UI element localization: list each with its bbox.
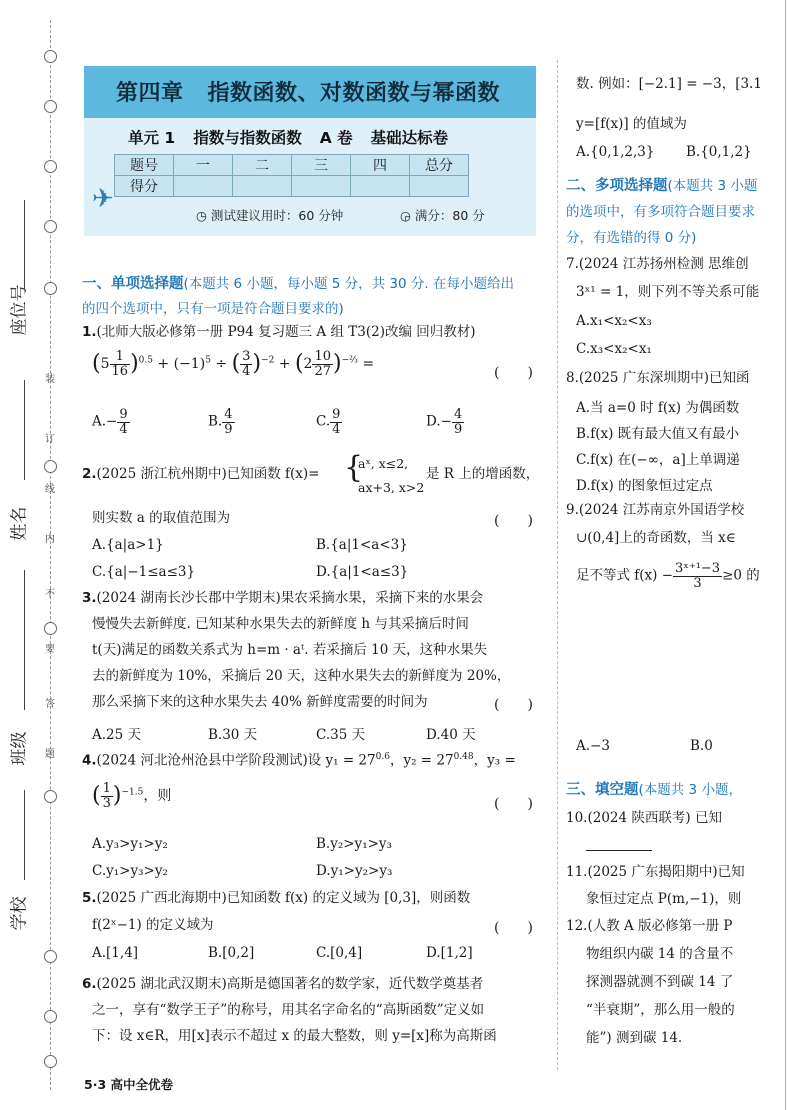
score-cell[interactable] <box>410 176 469 197</box>
binding-hole <box>44 1055 57 1068</box>
time-info <box>196 206 343 224</box>
binding-hole <box>44 790 57 803</box>
time-text: 测试建议用时：60 分钟 <box>210 208 344 223</box>
clock-icon: ◷ <box>196 208 211 223</box>
check-icon: ◶ <box>400 208 415 223</box>
seal-char: 题 <box>45 749 55 760</box>
option-d[interactable]: D.f(x) 的图象恒过定点 <box>576 478 713 494</box>
name-label: 姓名 <box>9 506 30 541</box>
unit-title <box>128 126 466 148</box>
paper-label: A 卷 <box>319 129 353 147</box>
option-label: B. <box>208 413 223 430</box>
chapter-banner <box>84 66 536 236</box>
score-cell[interactable] <box>351 176 410 197</box>
question-text: ，y₂ = 27 <box>389 752 454 769</box>
question-text: (2024 湖南长沙长郡中学期末)果农采摘水果，采摘下来的水果会 <box>96 590 484 606</box>
question-11-line: 象恒过定点 P(m,−1)，则 <box>586 891 742 907</box>
option-b[interactable]: B.30 天 <box>208 727 258 743</box>
option-b[interactable]: B. $\frac{4}{9}$ <box>208 407 233 437</box>
score-cell[interactable] <box>174 176 233 197</box>
question-text: ，则 <box>143 788 172 805</box>
school-underline <box>24 790 25 880</box>
table-cell: 题号 <box>115 155 174 176</box>
score-table-header-row <box>115 155 469 176</box>
option-c[interactable]: C.{a|−1≤a≤3} <box>92 564 196 580</box>
question-text: ≥0 的 <box>722 567 760 584</box>
question-3-line: 去的新鲜度为 10%，采摘后 20 天，这种水果失去的新鲜度为 20%， <box>92 668 511 684</box>
binding-line <box>50 20 51 1090</box>
answer-blank[interactable] <box>586 850 652 851</box>
question-number: 1. <box>82 324 97 340</box>
section-1-desc: 的四个选项中，只有一项是符合题目要求的) <box>82 301 344 317</box>
answer-paren[interactable]: ( ) <box>494 697 533 713</box>
option-a[interactable]: A.25 天 <box>92 727 142 743</box>
binding-hole <box>44 220 57 233</box>
paper-type: 基础达标卷 <box>370 129 449 147</box>
fraction-numerator: 3ˣ⁺¹−3 <box>675 561 721 576</box>
option-a[interactable]: A.−3 <box>576 738 610 754</box>
case-1: aˣ, x≤2, <box>358 456 409 471</box>
question-3-line: 慢慢失去新鲜度. 已知某种水果失去的新鲜度 h 与其采摘后时间 <box>92 616 469 632</box>
question-7-line: 3ˣ¹ = 1，则下列不等关系可能 <box>576 284 760 300</box>
q6-continued: 数. 例如：[−2.1] = −3，[3.1 <box>576 76 762 92</box>
column-separator <box>557 60 558 1070</box>
question-7-line: 7.(2024 江苏扬州检测 思维创 <box>566 256 749 272</box>
binding-hole <box>44 460 57 473</box>
exponent: 0.48 <box>453 752 474 762</box>
score-table-score-row <box>115 176 469 197</box>
question-number: 4. <box>82 752 97 769</box>
binding-hole <box>44 50 57 63</box>
brace: { <box>344 450 364 485</box>
answer-paren[interactable]: ( ) <box>494 365 533 381</box>
option-c[interactable]: C.x₃<x₂<x₁ <box>576 341 652 357</box>
question-11-line: 11.(2025 广东揭阳期中)已知 <box>566 864 745 880</box>
question-9-line: 9.(2024 江苏南京外国语学校 <box>566 502 745 518</box>
option-a[interactable]: A.y₃>y₁>y₂ <box>92 836 168 852</box>
option-d[interactable]: D.{a|1<a≤3} <box>316 564 409 580</box>
fraction-denominator: 3 <box>693 575 702 591</box>
option-label: D.− <box>426 413 452 430</box>
score-cell[interactable] <box>233 176 292 197</box>
section-2-desc: 分，有选错的得 0 分) <box>566 230 697 246</box>
binding-hole <box>44 100 57 113</box>
option-a[interactable]: A.{a|a>1} <box>92 537 164 553</box>
question-6-line <box>82 976 483 992</box>
q6-continued: y=[f(x)] 的值域为 <box>576 116 687 132</box>
binding-hole <box>44 282 57 295</box>
table-cell: 四 <box>351 155 410 176</box>
option-label: C. <box>316 413 331 430</box>
question-5-line: f(2ˣ−1) 的定义域为 <box>92 917 214 933</box>
seal-char: 要 <box>45 644 55 655</box>
question-text: (2025 湖北武汉期末)高斯是德国著名的数学家，近代数学奠基者 <box>96 976 484 992</box>
option-b[interactable]: B.{a|1<a<3} <box>316 537 408 553</box>
option-label: A.− <box>92 413 118 430</box>
section-desc: (本题共 3 小题 <box>667 178 758 194</box>
question-text: (2024 河北沧州沧县中学阶段测试)设 y₁ = 27 <box>96 752 376 769</box>
class-underline <box>24 570 25 710</box>
section-3-heading <box>566 778 742 799</box>
score-text: 满分：80 分 <box>414 208 485 223</box>
section-2-heading <box>566 174 757 195</box>
school-label: 学校 <box>9 896 30 931</box>
question-number: 6. <box>82 976 97 992</box>
question-8-line: 8.(2025 广东深圳期中)已知函 <box>566 370 750 386</box>
score-cell[interactable] <box>292 176 351 197</box>
question-text: 足不等式 f(x) − <box>576 567 674 584</box>
chapter-name: 指数函数、对数函数与幂函数 <box>207 81 501 106</box>
option-c[interactable]: C. $\frac{9}{4}$ <box>316 407 341 437</box>
page-edge <box>785 0 786 1110</box>
option-a[interactable]: A.[1,4] <box>92 945 139 961</box>
footer-brand: 5·3 高中全优卷 <box>84 1077 173 1092</box>
option-a[interactable]: A.− $\frac{9}{4}$ <box>92 407 128 437</box>
question-9-line <box>576 562 760 590</box>
option-c[interactable]: C.[0,4] <box>316 945 363 961</box>
case-2: ax+3, x>2 <box>358 480 425 495</box>
option-d[interactable]: D.y₁>y₂>y₃ <box>316 863 393 879</box>
option-a[interactable]: A.x₁<x₂<x₃ <box>576 313 652 329</box>
option-b[interactable]: B.f(x) 既有最大值又有最小 <box>576 426 740 442</box>
chapter-number: 第四章 <box>116 81 184 106</box>
question-12-line: 能”) 测到碳 14. <box>586 1030 683 1046</box>
seal-char: 不 <box>45 589 55 600</box>
unit-name: 指数与指数函数 <box>193 129 302 147</box>
option-c[interactable]: C.y₁>y₃>y₂ <box>92 863 168 879</box>
section-desc: (本题共 6 小题，每小题 5 分，共 30 分. 在每小题给出 <box>183 276 514 292</box>
section-title: 二、多项选择题 <box>566 178 668 194</box>
seal-char: 订 <box>45 434 55 445</box>
question-12-line: 12.(人教 A 版必修第一册 P <box>566 918 733 934</box>
option-d[interactable]: D.− $\frac{4}{9}$ <box>426 407 463 437</box>
section-desc: (本题共 3 小题， <box>638 782 742 798</box>
table-cell: 三 <box>292 155 351 176</box>
class-label: 班级 <box>9 731 30 766</box>
question-text: ，y₃ = <box>473 752 516 769</box>
question-12-line: 探测器就测不到碳 14 了 <box>586 974 734 990</box>
question-4-expression: ( $\frac{1}{3}$ )$^{-1.5}$，则 <box>92 781 172 811</box>
seal-char: 装 <box>45 374 55 385</box>
seat-label: 座位号 <box>9 284 30 336</box>
right-column <box>566 0 785 1110</box>
seal-char: 答 <box>45 699 55 710</box>
question-6-line: 之一，享有“数学王子”的称号，用其名字命名的“高斯函数”定义如 <box>92 1002 485 1018</box>
section-1-heading <box>82 272 514 293</box>
question-number: 2. <box>82 466 97 482</box>
question-3-line <box>82 590 483 606</box>
binding-hole <box>44 1010 57 1023</box>
option-b[interactable]: B.{0,1,2} <box>686 144 752 160</box>
bird-icon: ✈ <box>92 184 114 214</box>
question-text: 则实数 a 的取值范围为 <box>92 510 231 526</box>
question-text: (2025 广西北海期中)已知函数 f(x) 的定义域为 [0,3]，则函数 <box>96 890 471 906</box>
section-title: 一、单项选择题 <box>82 276 184 292</box>
score-info <box>400 206 485 224</box>
question-number: 5. <box>82 890 97 906</box>
question-1-stem <box>82 324 476 340</box>
question-12-line: 物组织内碳 14 的含量不 <box>586 946 734 962</box>
seat-underline <box>24 200 25 290</box>
section-2-desc: 的选项中，有多项符合题目要求 <box>566 204 755 220</box>
binding-hole <box>44 950 57 963</box>
seal-char: 线 <box>45 484 55 495</box>
option-d[interactable]: D.40 天 <box>426 727 476 743</box>
question-1-expression: (5 $\frac{1}{16}$ )$^{0.5} + (-1)^5$ ÷ ( $\frac{3}{4}$ )$^{-2}$ + (2 $\frac{10}{27}$ )$^{-\frac{2}{3}}$ = <box>92 349 375 379</box>
binding-hole <box>44 622 57 635</box>
option-d[interactable]: D.[1,2] <box>426 945 473 961</box>
table-cell: 得分 <box>115 176 174 197</box>
exponent: 0.6 <box>375 752 390 762</box>
question-source: (北师大版必修第一册 P94 复习题三 A 组 T3(2)改编 回归教材) <box>96 324 476 340</box>
answer-paren[interactable]: ( ) <box>494 796 533 812</box>
option-a[interactable]: A.当 a=0 时 f(x) 为偶函数 <box>576 400 740 416</box>
question-number: 3. <box>82 590 97 606</box>
question-10-line: 10.(2024 陕西联考) 已知 <box>566 810 722 826</box>
option-c[interactable]: C.35 天 <box>316 727 366 743</box>
question-2-stem <box>82 466 319 482</box>
table-cell: 二 <box>233 155 292 176</box>
name-underline <box>24 380 25 480</box>
question-text: (2025 浙江杭州期中)已知函数 f(x)= <box>96 466 320 482</box>
chapter-title <box>116 76 500 107</box>
answer-paren[interactable]: ( ) <box>494 920 533 936</box>
table-cell: 总分 <box>410 155 469 176</box>
section-title: 三、填空题 <box>566 782 639 798</box>
question-9-line: ∪(0,4]上的奇函数，当 x∈ <box>576 530 736 546</box>
question-12-line: “半衰期”，那么用一般的 <box>586 1002 735 1018</box>
table-cell: 一 <box>174 155 233 176</box>
option-b[interactable]: B.[0,2] <box>208 945 255 961</box>
question-5-line <box>82 890 470 906</box>
question-3-line: 那么采摘下来的这种水果失去 40% 新鲜度需要的时间为 <box>92 694 428 710</box>
option-c[interactable]: C.f(x) 在(−∞，a]上单调递 <box>576 452 740 468</box>
question-text: 是 R 上的增函数， <box>426 466 540 482</box>
option-a[interactable]: A.{0,1,2,3} <box>576 144 655 160</box>
option-b[interactable]: B.y₂>y₁>y₃ <box>316 836 392 852</box>
option-b[interactable]: B.0 <box>690 738 713 754</box>
binding-margin <box>0 0 62 1110</box>
unit-number: 单元 1 <box>128 129 176 147</box>
score-table <box>114 154 469 197</box>
answer-paren[interactable]: ( ) <box>494 513 533 529</box>
question-6-line: 下：设 x∈R，用[x]表示不超过 x 的最大整数，则 y=[x]称为高斯函 <box>92 1028 497 1044</box>
question-4-stem <box>82 752 516 769</box>
question-3-line: t(天)满足的函数关系式为 h=m · aᵗ. 若采摘后 10 天，这种水果失 <box>92 642 488 658</box>
binding-hole <box>44 160 57 173</box>
seal-char: 内 <box>45 534 55 545</box>
